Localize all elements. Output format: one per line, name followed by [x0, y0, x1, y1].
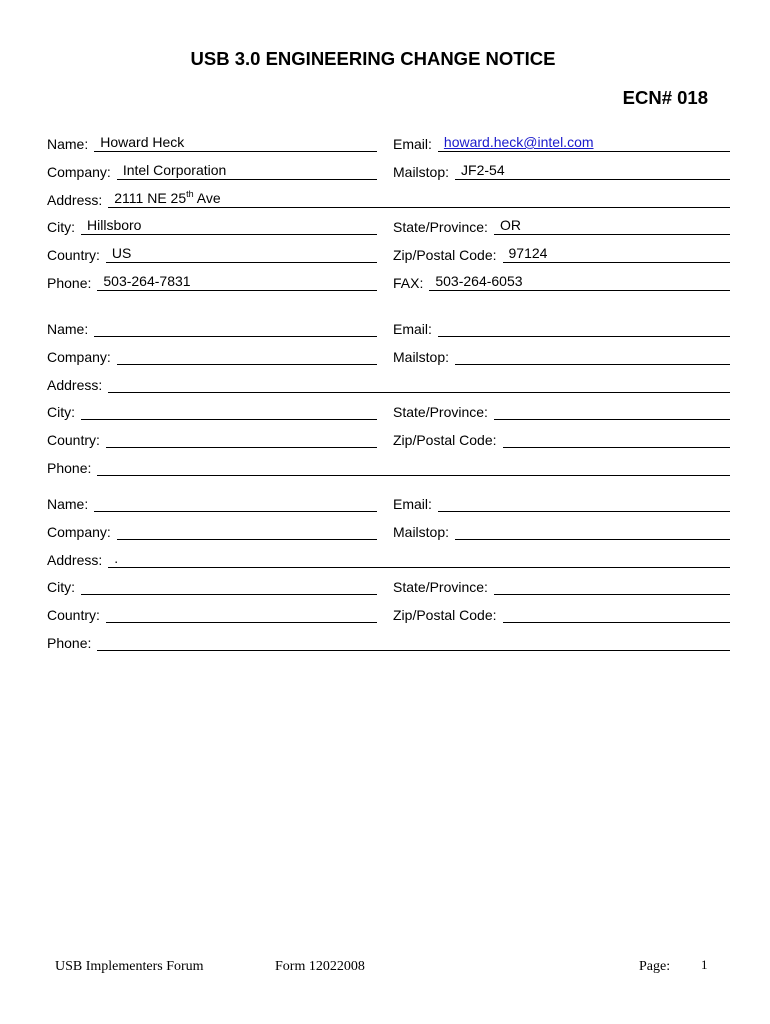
country-label: Country:: [47, 247, 100, 263]
country-label: Country:: [47, 432, 100, 448]
contact1-fax-field[interactable]: 503-264-6053: [429, 273, 730, 291]
state-label: State/Province:: [393, 219, 488, 235]
contact1-city-row: [47, 215, 377, 235]
contact1-company-row: [47, 160, 377, 180]
contact3-phone-field[interactable]: [97, 633, 730, 651]
contact2-zip-field[interactable]: [503, 430, 731, 448]
zip-label: Zip/Postal Code:: [393, 432, 497, 448]
contact1-name-row: [47, 132, 377, 152]
contact1-address-number: 2111 NE 25: [114, 190, 187, 206]
contact3-state-row: [393, 575, 730, 595]
contact3-name-field[interactable]: [94, 494, 377, 512]
contact2-phone-row: [47, 456, 730, 476]
contact1-address-rest: Ave: [193, 190, 221, 206]
contact3-company-row: [47, 520, 377, 540]
contact2-country-field[interactable]: [106, 430, 377, 448]
mailstop-label: Mailstop:: [393, 524, 450, 540]
contact1-email-link[interactable]: howard.heck@intel.com: [443, 134, 594, 150]
contact2-email-row: [393, 317, 730, 337]
contact1-zip-row: [393, 243, 730, 263]
contact1-zip-field[interactable]: 97124: [503, 245, 731, 263]
contact1-name-field[interactable]: Howard Heck: [94, 134, 377, 152]
mailstop-label: Mailstop:: [393, 349, 450, 365]
footer-form-number: Form 12022008: [275, 959, 365, 974]
contact2-address-row: [47, 373, 730, 393]
state-label: State/Province:: [393, 404, 488, 420]
contact1-country-row: [47, 243, 377, 263]
footer-page-label: Page:: [639, 959, 671, 974]
contact1-address-row: [47, 188, 730, 208]
email-label: Email:: [393, 496, 432, 512]
contact3-country-row: [47, 603, 377, 623]
contact3-company-field[interactable]: [117, 522, 377, 540]
contact2-state-field[interactable]: [494, 402, 730, 420]
contact1-mailstop-row: [393, 160, 730, 180]
contact2-mailstop-row: [393, 345, 730, 365]
company-label: Company:: [47, 164, 111, 180]
contact2-city-field[interactable]: [81, 402, 377, 420]
contact3-zip-row: [393, 603, 730, 623]
contact1-address-field[interactable]: [108, 190, 730, 208]
contact1-company-field[interactable]: Intel Corporation: [117, 162, 377, 180]
fax-label: FAX:: [393, 275, 424, 291]
contact1-state-field[interactable]: OR: [494, 217, 730, 235]
contact3-email-row: [393, 492, 730, 512]
contact2-email-field[interactable]: [438, 319, 730, 337]
contact3-mailstop-row: [393, 520, 730, 540]
contact1-city-field[interactable]: Hillsboro: [81, 217, 377, 235]
company-label: Company:: [47, 349, 111, 365]
contact2-zip-row: [393, 428, 730, 448]
contact3-country-field[interactable]: [106, 605, 377, 623]
contact2-city-row: [47, 400, 377, 420]
contact1-phone-row: [47, 271, 377, 291]
contact1-state-row: [393, 215, 730, 235]
contact1-address-superscript: th: [186, 190, 194, 199]
city-label: City:: [47, 219, 75, 235]
contact1-email-row: [393, 132, 730, 152]
contact3-address-field[interactable]: .: [108, 550, 730, 568]
email-label: Email:: [393, 136, 432, 152]
contact2-state-row: [393, 400, 730, 420]
address-label: Address:: [47, 377, 103, 393]
contact3-state-field[interactable]: [494, 577, 730, 595]
address-label: Address:: [47, 192, 103, 208]
contact2-company-row: [47, 345, 377, 365]
address-label: Address:: [47, 552, 103, 568]
footer-page-number: 1: [701, 957, 708, 972]
zip-label: Zip/Postal Code:: [393, 247, 497, 263]
city-label: City:: [47, 404, 75, 420]
contact1-country-field[interactable]: US: [106, 245, 377, 263]
contact3-mailstop-field[interactable]: [455, 522, 730, 540]
country-label: Country:: [47, 607, 100, 623]
contact3-zip-field[interactable]: [503, 605, 731, 623]
contact2-address-field[interactable]: [108, 375, 730, 393]
contact2-company-field[interactable]: [117, 347, 377, 365]
company-label: Company:: [47, 524, 111, 540]
zip-label: Zip/Postal Code:: [393, 607, 497, 623]
page-title: USB 3.0 ENGINEERING CHANGE NOTICE: [190, 48, 556, 69]
contact1-phone-field[interactable]: 503-264-7831: [97, 273, 377, 291]
email-label: Email:: [393, 321, 432, 337]
contact2-country-row: [47, 428, 377, 448]
contact1-mailstop-field[interactable]: JF2-54: [455, 162, 730, 180]
contact1-fax-row: [393, 271, 730, 291]
contact3-email-field[interactable]: [438, 494, 730, 512]
contact2-name-field[interactable]: [94, 319, 377, 337]
footer-org: USB Implementers Forum: [55, 959, 204, 974]
state-label: State/Province:: [393, 579, 488, 595]
phone-label: Phone:: [47, 275, 92, 291]
contact3-city-field[interactable]: [81, 577, 377, 595]
contact2-phone-field[interactable]: [97, 458, 730, 476]
phone-label: Phone:: [47, 460, 92, 476]
contact2-name-row: [47, 317, 377, 337]
contact3-address-row: [47, 548, 730, 568]
phone-label: Phone:: [47, 635, 92, 651]
contact1-email-field[interactable]: [438, 134, 730, 152]
contact2-mailstop-field[interactable]: [455, 347, 730, 365]
city-label: City:: [47, 579, 75, 595]
contact3-city-row: [47, 575, 377, 595]
name-label: Name:: [47, 321, 89, 337]
ecn-number: ECN# 018: [622, 87, 708, 108]
name-label: Name:: [47, 496, 89, 512]
contact3-name-row: [47, 492, 377, 512]
contact3-phone-row: [47, 631, 730, 651]
mailstop-label: Mailstop:: [393, 164, 450, 180]
name-label: Name:: [47, 136, 89, 152]
